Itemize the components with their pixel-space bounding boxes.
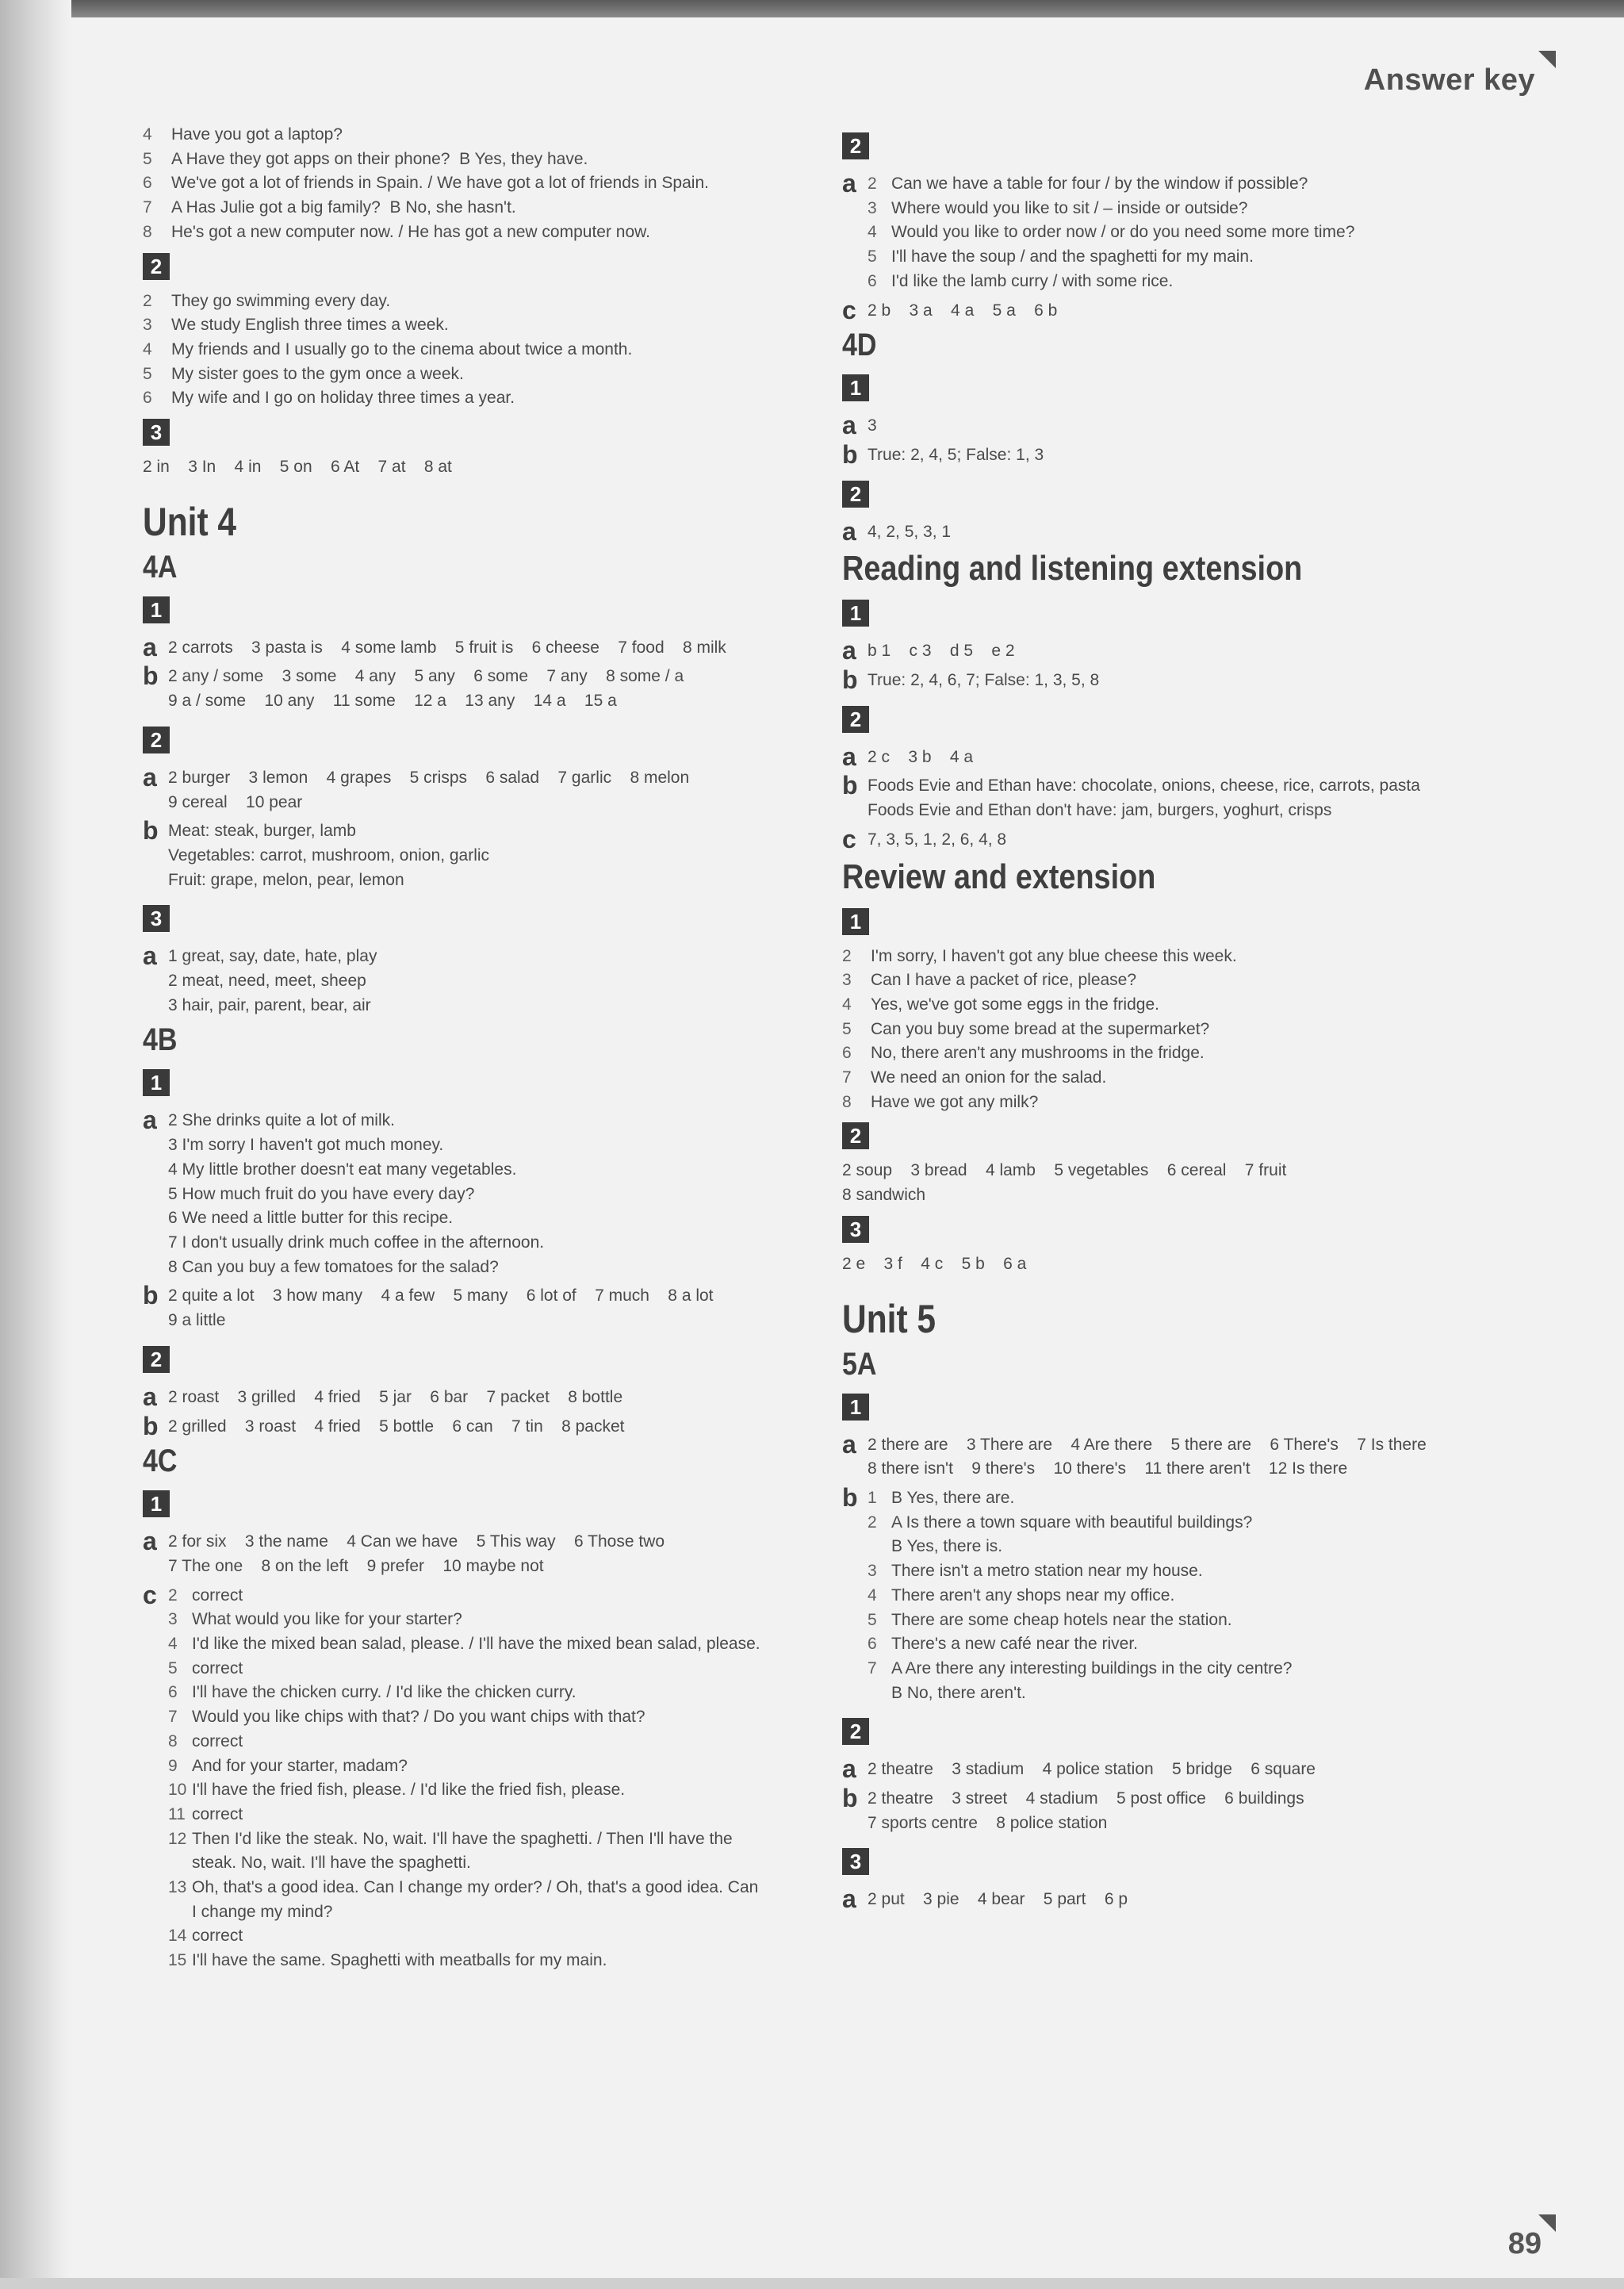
exercise-number-box: 1 [143,1069,170,1096]
part-letter: b [842,771,858,800]
list-item: 8 correct [168,1731,243,1750]
lesson-heading: 5A [842,1346,877,1382]
answer-block [143,816,809,892]
list-item: 15 I'll have the same. Spaghetti with meatballs for my main. [168,1951,607,1970]
list-item: 2 A Is there a town square with beautiful buildings? [868,1513,1253,1532]
part-letter: a [842,1429,856,1459]
list-item: 11 correct [168,1804,243,1823]
answer-block [842,665,1508,695]
answer-line: 2 put 3 pie 4 bear 5 part 6 p [868,1890,1128,1909]
answer-line: 4 My little brother doesn't eat many vegetables. [168,1160,517,1179]
answer-line: 2 burger 3 lemon 4 grapes 5 crisps 6 salad 7 garlic 8 melon [168,768,690,787]
list-item: B No, there aren't. [891,1683,1026,1702]
answer-block [143,1527,809,1578]
answer-line: 7 I don't usually drink much coffee in the afternoon. [168,1233,545,1252]
list-item: 10 I'll have the fried fish, please. / I'd like the fried fish, please. [168,1781,626,1800]
answer-block [143,762,809,815]
part-letter: a [842,516,856,546]
answer-line: 2 in 3 In 4 in 5 on 6 At 7 at 8 at [143,458,452,477]
answer-block [143,1580,809,1973]
answer-line: Vegetables: carrot, mushroom, onion, garlic [168,845,490,865]
answer-block [143,661,809,713]
page-header: Answer key [1363,63,1535,97]
exercise-number-box: 1 [842,1394,869,1421]
answer-line: 3 I'm sorry I haven't got much money. [168,1136,444,1155]
answer-line: 9 a / some 10 any 11 some 12 a 13 any 14 a 15 a [168,692,617,711]
answer-block [842,1429,1508,1482]
part-letter: a [143,762,157,792]
answer-line: 1 great, say, date, hate, play [168,947,377,966]
part-letter: a [143,941,157,971]
list-item: 5 Can you buy some bread at the supermarket? [842,1019,1210,1038]
list-item: 5 A Have they got apps on their phone? B Yes, they have. [143,149,588,168]
answer-block [143,1382,809,1411]
answer-line: 8 Can you buy a few tomatoes for the salad? [168,1257,499,1276]
exercise-number-box: 1 [842,908,869,935]
part-letter: a [842,1754,856,1784]
list-item: 4 There aren't any shops near my office. [868,1585,1175,1605]
answer-line: True: 2, 4, 5; False: 1, 3 [868,445,1044,464]
list-item: steak. No, wait. I'll have the spaghetti. [192,1854,471,1873]
answer-line: 9 a little [168,1311,226,1330]
part-letter: a [842,1884,856,1914]
answer-line: Foods Evie and Ethan don't have: jam, burgers, yoghurt, crisps [868,801,1332,820]
answer-line: 2 there are 3 There are 4 Are there 5 there are 6 There's 7 Is there [868,1435,1427,1454]
part-letter: b [143,816,159,845]
list-item: 7 We need an onion for the salad. [842,1068,1107,1087]
exercise-number-box: 1 [143,1490,170,1517]
list-item: 8 Have we got any milk? [842,1092,1039,1111]
answer-block [842,439,1508,469]
answer-block [842,516,1508,546]
answer-line: 2 quite a lot 3 how many 4 a few 5 many 6 lot of 7 much 8 a lot [168,1286,714,1306]
review-1-list [842,945,1508,1115]
answer-line: 2 meat, need, meet, sheep [168,972,366,991]
list-item: 6 We've got a lot of friends in Spain. / We have got a lot of friends in Spain. [143,174,709,193]
page-number: 89 [1507,2227,1542,2260]
list-item: 6 No, there aren't any mushrooms in the fridge. [842,1044,1205,1063]
list-item: 2 I'm sorry, I haven't got any blue cheese this week. [842,946,1237,965]
part-letter: b [143,661,159,691]
answer-line: 8 sandwich [842,1186,926,1205]
list-item: 6 I'd like the lamb curry / with some rice. [868,271,1174,290]
exercise-number-box: 2 [842,481,869,508]
answer-line: 2 any / some 3 some 4 any 5 any 6 some 7 any 8 some / a [168,667,684,686]
list-item: 5 My sister goes to the gym once a week. [143,364,464,383]
answer-line: 2 roast 3 grilled 4 fried 5 jar 6 bar 7 packet 8 bottle [168,1387,623,1406]
answer-line: 2 grilled 3 roast 4 fried 5 bottle 6 can 7 tin 8 packet [168,1417,625,1436]
page-bottom-edge [0,2278,1624,2289]
answer-line: 7, 3, 5, 1, 2, 6, 4, 8 [868,830,1007,849]
part-letter: a [143,1106,157,1135]
list-item: 9 And for your starter, madam? [168,1756,408,1775]
exercise-number-box: 2 [842,706,869,733]
part-letter: a [842,411,856,440]
answer-line: 2 b 3 a 4 a 5 a 6 b [868,301,1058,320]
list-item: 4 Yes, we've got some eggs in the fridge. [842,995,1159,1014]
part-letter: a [143,1382,157,1411]
left-column [143,123,809,1978]
list-item: 3 We study English three times a week. [143,316,449,335]
list-item: 7 A Has Julie got a big family? B No, she hasn't. [143,198,516,217]
list-item: 5 correct [168,1658,243,1677]
answer-line: 7 The one 8 on the left 9 prefer 10 maybe not [168,1556,544,1575]
list-item: 2 correct [168,1585,243,1605]
part-letter: a [143,632,157,661]
answer-line: 5 How much fruit do you have every day? [168,1184,475,1203]
answer-block [842,636,1508,665]
lesson-heading: 4C [143,1444,178,1479]
exercise-number-box: 2 [842,1718,869,1745]
part-letter: b [143,1411,159,1440]
section-heading: Review and extension [842,857,1156,896]
answer-block [842,1884,1508,1914]
answer-block [842,295,1508,324]
answer-line: Foods Evie and Ethan have: chocolate, onions, cheese, rice, carrots, pasta [868,776,1420,796]
list-item: 5 I'll have the soup / and the spaghetti for my main. [868,247,1254,266]
right-column [842,123,1508,1917]
list-item: 2 Can we have a table for four / by the window if possible? [868,174,1308,193]
answer-line: 3 [868,416,877,435]
list-item: 3 Where would you like to sit / – inside or outside? [868,198,1248,217]
list-item: 13 Oh, that's a good idea. Can I change my order? / Oh, that's a good idea. Can [168,1878,759,1897]
exercise-number-box: 2 [143,1346,170,1373]
lesson-heading: 4A [143,549,178,585]
answer-block [143,941,809,1018]
answer-block [842,1482,1508,1705]
exercise-number-box: 3 [842,1848,869,1875]
answer-line: 2 for six 3 the name 4 Can we have 5 This way 6 Those two [168,1532,665,1551]
list-item: I change my mind? [192,1902,333,1921]
part-letter: b [842,1482,858,1512]
answer-block [842,1754,1508,1784]
part-letter: a [842,636,856,665]
list-item: 1 B Yes, there are. [868,1488,1015,1507]
list-item: 4 Would you like to order now / or do you need some more time? [868,223,1355,242]
corner-triangle-icon [1538,51,1556,68]
list-item: 7 A Are there any interesting buildings in the city centre? [868,1658,1293,1677]
part-letter: c [842,824,856,853]
part-letter: a [842,742,856,771]
answer-line: 2 e 3 f 4 c 5 b 6 a [842,1254,1027,1273]
answer-line: True: 2, 4, 6, 7; False: 1, 3, 5, 8 [868,671,1100,690]
answer-block [143,1106,809,1279]
part-letter: b [842,1784,858,1813]
answer-line: 7 sports centre 8 police station [868,1813,1108,1832]
exercise-number-box: 3 [842,1216,869,1243]
answer-line: Meat: steak, burger, lamb [168,822,356,841]
part-letter: a [143,1527,157,1556]
exercise-number-box: 3 [143,419,170,446]
answer-line: 2 c 3 b 4 a [868,747,974,766]
exercise-2-list [143,289,809,412]
part-letter: b [143,1281,159,1310]
list-item: 5 There are some cheap hotels near the station. [868,1610,1232,1629]
answer-block [842,824,1508,853]
list-item: 7 Would you like chips with that? / Do you want chips with that? [168,1708,645,1727]
list-item: 6 There's a new café near the river. [868,1635,1139,1654]
list-item: 6 My wife and I go on holiday three times a year. [143,389,515,408]
answer-line: 6 We need a little butter for this recipe. [168,1209,454,1228]
answer-line: 8 there isn't 9 there's 10 there's 11 there aren't 12 Is there [868,1459,1348,1478]
list-item: 4 Have you got a laptop? [143,125,343,144]
exercise-number-box: 3 [143,905,170,932]
list-item: 8 He's got a new computer now. / He has got a new computer now. [143,222,651,241]
answer-line: b 1 c 3 d 5 e 2 [868,642,1015,661]
exercise-number-box: 1 [842,600,869,627]
answer-block [842,411,1508,440]
exercise-number-box: 2 [842,1122,869,1149]
list-item: 12 Then I'd like the steak. No, wait. I'll have the spaghetti. / Then I'll have the [168,1829,733,1848]
exercise-number-box: 2 [842,132,869,159]
lesson-heading: 4D [842,328,877,363]
answer-line: 2 theatre 3 stadium 4 police station 5 bridge 6 square [868,1760,1316,1779]
exercise-number-box: 1 [842,374,869,401]
unit-heading: Unit 5 [842,1296,936,1341]
book-spine-shadow [0,0,71,2289]
list-item: 2 They go swimming every day. [143,291,391,310]
part-letter: c [143,1580,157,1609]
answer-block [842,771,1508,822]
list-item: 6 I'll have the chicken curry. / I'd like the chicken curry. [168,1683,576,1702]
answer-block [143,1411,809,1440]
list-item: B Yes, there is. [891,1537,1003,1556]
answer-line: 2 carrots 3 pasta is 4 some lamb 5 fruit is 6 cheese 7 food 8 milk [168,638,726,657]
answer-block [143,632,809,661]
answer-line: 2 theatre 3 street 4 stadium 5 post office 6 buildings [868,1789,1304,1808]
list-item: 3 There isn't a metro station near my house. [868,1562,1203,1581]
answer-line: 2 She drinks quite a lot of milk. [168,1111,395,1130]
answer-block [842,1784,1508,1835]
lesson-heading: 4B [143,1022,178,1058]
answer-block [842,169,1508,294]
exercise-number-box: 2 [143,727,170,753]
page-top-edge [0,0,1624,17]
part-letter: b [842,665,858,695]
answer-line: Fruit: grape, melon, pear, lemon [168,870,404,889]
part-letter: c [842,295,856,324]
part-letter: b [842,439,858,469]
answer-block [842,742,1508,771]
section-heading: Reading and listening extension [842,549,1303,589]
answer-line: 3 hair, pair, parent, bear, air [168,995,371,1014]
list-item: 3 What would you like for your starter? [168,1610,462,1629]
answer-line: 4, 2, 5, 3, 1 [868,522,952,541]
exercise-number-box: 1 [143,596,170,623]
exercise-number-box: 2 [143,253,170,280]
list-item: 3 Can I have a packet of rice, please? [842,971,1137,990]
part-letter: a [842,169,856,197]
list-item: 4 My friends and I usually go to the cinema about twice a month. [143,339,633,358]
answer-block [143,1281,809,1332]
list-item: 14 correct [168,1927,243,1946]
intro-list [143,123,809,245]
list-item: 4 I'd like the mixed bean salad, please. / I'll have the mixed bean salad, please. [168,1635,760,1654]
answer-line: 2 soup 3 bread 4 lamb 5 vegetables 6 cereal 7 fruit [842,1161,1287,1180]
answer-line: 9 cereal 10 pear [168,792,303,811]
unit-heading: Unit 4 [143,499,237,544]
